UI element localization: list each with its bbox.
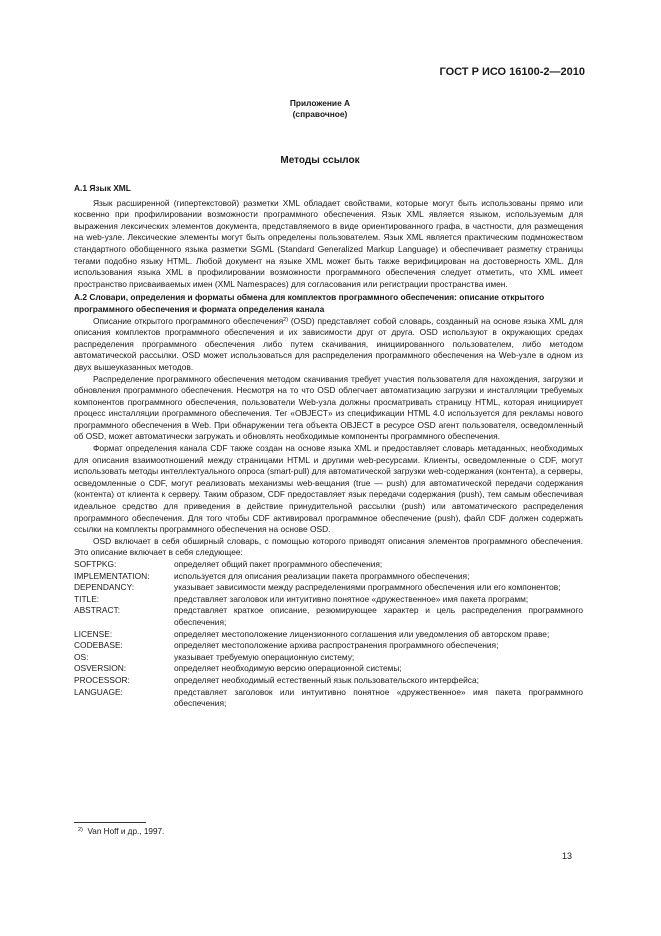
definition-item (74, 663, 583, 675)
footnote (78, 827, 164, 836)
definition-item (74, 582, 583, 594)
annex-type: (справочное) (292, 109, 348, 119)
definition-item (74, 571, 583, 583)
definition-desc: используется для описания реализации пакета программного обеспечения; (174, 570, 470, 581)
definition-desc: указывает зависимости между распределениями программного обеспечения или его компонентов; (174, 582, 561, 593)
paragraph: Формат определения канала CDF также создан на основе языка XML и предоставляет словарь метаданных, необходимых для описания взаимоотношений между страницами HTML и другими web-ресурсами. Клиенты, осведомленные о CDF, могут использовать методы интеллектуального опроса (smart-pull) для автоматической загрузки web-содержания (контента), а серверы, осведомленные о CDF, могут реализовать механизмы web-вещания (true — push) для автоматической передачи содержания (контента) от клиента к серверу. Таким образом, CDF предоставляет язык передачи содержания (push), тем самым обеспечивая идеальное средство для приведения в действие принудительной рассылки (push) или автоматического распределения программного обеспечения. Для того чтобы CDF активировал программное обеспечение (push), файл CDF должен содержать ссылки на комплекты программного обеспечения на основе OSD. (74, 443, 583, 535)
definition-item (74, 594, 583, 606)
paragraph-text: (OSD) представляет собой словарь, созданный на основе языка XML для описания комплектов программного обеспечения и их зависимости друг от друга. OSD используют в окружающих средах распределения программного обеспечения либо путем скачивания, инициированного пользователем, либо методом автоматической рассылки. OSD может использоваться для распределения программного обеспечения на Web-узле в одном из двух вышеуказанных методов. (74, 315, 583, 372)
definition-term: LANGUAGE: (74, 686, 123, 697)
definition-item (74, 675, 583, 687)
definition-term: PROCESSOR: (74, 674, 130, 685)
definition-term: SOFTPKG: (74, 559, 117, 569)
paragraph-text: Описание открытого программного обеспечения (93, 315, 284, 326)
definition-desc: указывает требуемую операционную систему; (174, 651, 355, 662)
definition-desc: представляет краткое описание, резюмирующее характер и цель распределения программного обеспечения; (174, 605, 583, 627)
definition-term: TITLE: (74, 593, 100, 604)
definition-item (74, 687, 583, 710)
definition-item (74, 605, 583, 628)
definition-item (74, 559, 583, 571)
footnote-text: Van Hoff и др., 1997. (87, 827, 165, 836)
footnote-mark: 2) (78, 827, 83, 833)
definition-item (74, 629, 583, 641)
footnote-divider (74, 822, 146, 823)
definition-desc: определяет местоположение лицензионного соглашения или уведомления об авторском праве; (174, 628, 550, 639)
footnote-ref: 2) (283, 316, 289, 323)
definition-term: ABSTRACT: (74, 605, 121, 616)
definition-term: OSVERSION: (74, 663, 127, 674)
page-number: 13 (562, 851, 573, 861)
paragraph: Язык расширенной (гипертекстовой) разметки XML обладает свойствами, которые могут быть использованы прямо или косвенно при профилировании возможности программного обеспечения. Язык XML является языком, используемым для выражения лексических элементов документа, представляемого в виде ориентированного графа, в частности, для размещения на web-узле. Лексические элементы могут быть определены пользователем. Язык XML является практическим подмножеством стандартного обобщенного языка разметки SGML (Standard Generalized Markup Language) и обеспечивает разметку страницы тегами подобно языку HTML. Любой документ на языке XML может быть также верифицирован на достоверность XML. Для использования языка XML в профилировании возможности программного обеспечения следует отметить, что XML имеет пространство присваиваемых имен (XML Namespaces) для согласования или регистрации пространства имен. (74, 197, 583, 289)
definition-term: DEPENDANCY: (74, 582, 135, 593)
paragraph (74, 316, 583, 374)
definition-term: CODEBASE: (74, 640, 123, 651)
page-title: Методы ссылок (280, 155, 360, 166)
annex-label: Приложение А (289, 98, 351, 108)
definition-desc: представляет заголовок или интуитивно понятное «дружественное» имя пакета программ; (174, 593, 529, 604)
definition-term: OS: (74, 651, 89, 662)
annex-heading (0, 98, 640, 120)
paragraph: Распределение программного обеспечения методом скачивания требует участия пользователя для нахождения, загрузки и обновления программного обеспечения. Несмотря на то что OSD облегчает автоматизацию загрузки и инсталляции требуемых компонентов программного обеспечения, пользователи Web-узла должны просматривать страницу HTML, которая инициирует процесс инсталляции программного обеспечения. Тег «OBJECT» из спецификации HTML 4.0 используется для рекламы нового программного обеспечения в Web. При обнаружении тега объекта OBJECT в ресурсе OSD агент пользователя, осведомленный об OSD, может автоматически загружать и обновлять необходимые компоненты программного обеспечения. (74, 373, 583, 442)
definition-term: LICENSE: (74, 628, 113, 639)
definition-desc: определяет общий пакет программного обеспечения; (174, 559, 383, 569)
definition-term: IMPLEMENTATION: (74, 570, 150, 581)
section-a2-heading: А.2 Словари, определения и форматы обмена для комплектов программного обеспечения: описание открытого программного обеспечения и формата определения канала (74, 292, 545, 314)
section-a1-heading: А.1 Язык XML (74, 183, 131, 193)
definition-desc: определяет необходимую версию операционной системы; (174, 663, 402, 674)
definition-item (74, 652, 583, 664)
paragraph: OSD включает в себя обширный словарь, с помощью которого приводят описания элементов программного обеспечения. Это описание включает в себя следующее: (74, 535, 583, 558)
definition-desc: определяет местоположение архива распространения программного обеспечения; (174, 640, 499, 651)
definition-desc: определяет необходимый естественный язык пользовательского интерфейса; (174, 674, 479, 685)
definition-desc: представляет заголовок или интуитивно понятное «дружественное» имя пакета программного обеспечения; (174, 686, 583, 709)
definition-item (74, 640, 583, 652)
definition-list (74, 559, 583, 710)
standard-id: ГОСТ Р ИСО 16100-2—2010 (439, 66, 585, 78)
body-text (74, 183, 583, 710)
